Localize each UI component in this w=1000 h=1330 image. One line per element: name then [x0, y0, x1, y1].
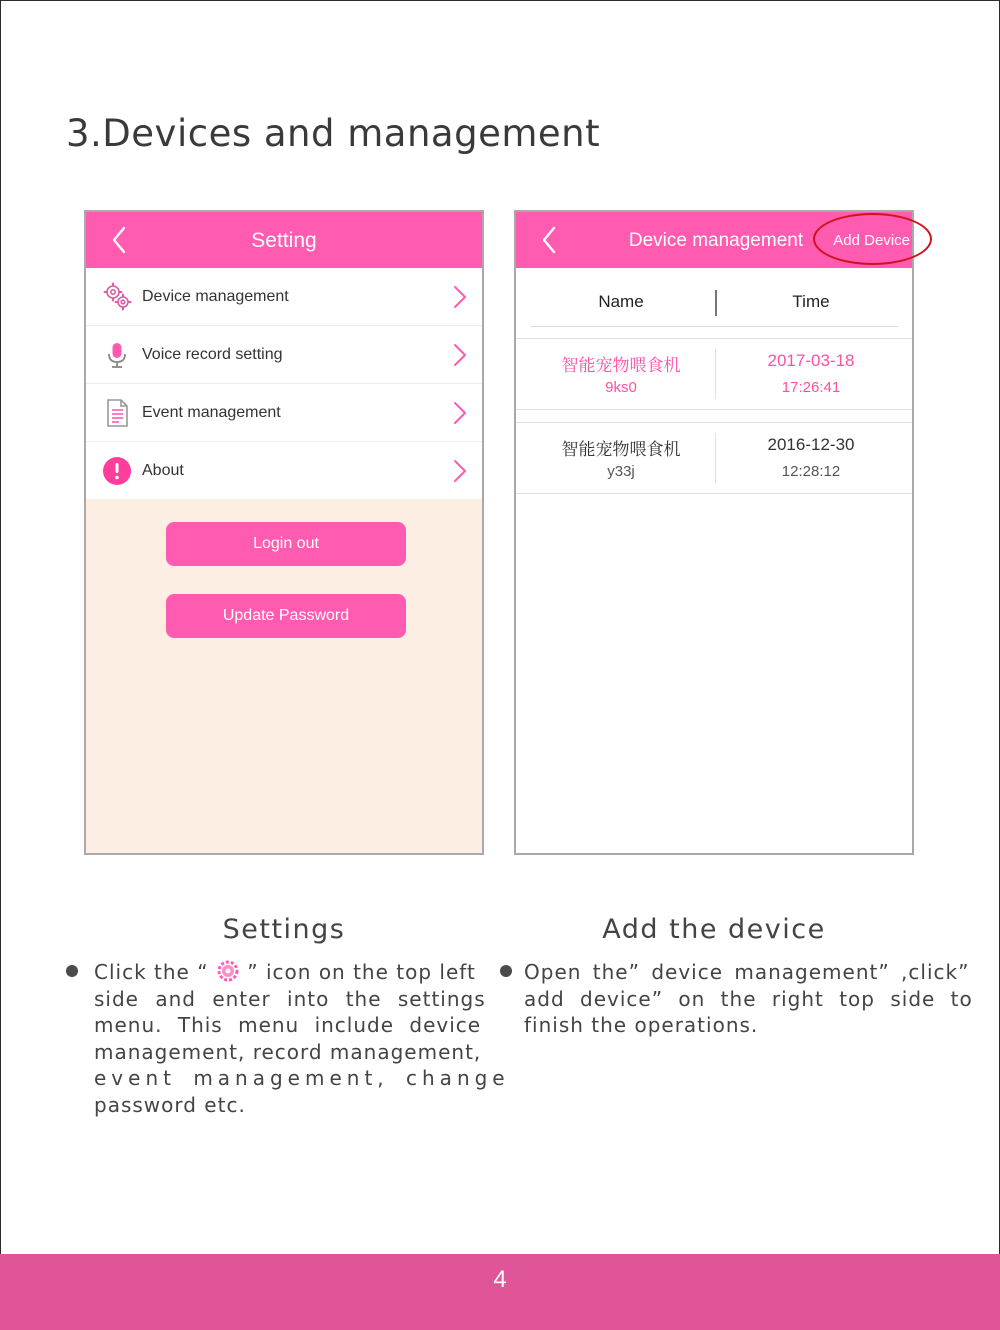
menu-label: Voice record setting	[142, 345, 283, 363]
settings-menu	[86, 268, 482, 499]
caption-line: management, record management,	[94, 1039, 482, 1064]
device-time: 17:26:41	[781, 379, 841, 396]
device-row[interactable]	[516, 338, 912, 410]
menu-item-device-management[interactable]	[86, 268, 482, 326]
menu-label: Event management	[142, 403, 281, 421]
document-icon	[102, 398, 132, 428]
menu-item-about[interactable]	[86, 442, 482, 499]
microphone-icon	[102, 340, 132, 370]
add-device-button[interactable]: Add Device	[833, 232, 910, 249]
caption-line: Click the “ ” icon on the top left	[94, 960, 476, 984]
page-footer	[0, 1254, 1000, 1330]
add-device-caption-title: Add the device	[602, 914, 826, 945]
caption-line: menu. This menu include device	[94, 1013, 482, 1038]
header-divider	[530, 326, 898, 327]
column-header-time: Time	[792, 292, 830, 311]
device-app-bar	[516, 212, 912, 268]
add-device-caption-text	[524, 959, 973, 1039]
page-number: 4	[493, 1266, 507, 1293]
caption-line: finish the operations.	[524, 1013, 759, 1038]
device-management-screen	[514, 210, 914, 855]
gears-icon	[102, 282, 132, 312]
device-row[interactable]	[516, 422, 912, 494]
device-date: 2017-03-18	[767, 351, 855, 370]
chevron-right-icon	[452, 285, 468, 309]
info-icon	[102, 456, 132, 486]
caption-line: side and enter into the settings	[94, 986, 486, 1011]
settings-caption-text	[94, 959, 510, 1119]
device-table-header	[516, 268, 912, 338]
chevron-right-icon	[452, 459, 468, 483]
device-id: 9ks0	[605, 379, 637, 396]
page-title: 3.Devices and management	[66, 112, 601, 155]
caption-line: event management, change	[94, 1066, 510, 1091]
menu-label: Device management	[142, 287, 289, 305]
chevron-left-icon	[541, 226, 557, 254]
device-management-title: Device management	[628, 230, 804, 251]
settings-title: Setting	[251, 229, 317, 252]
settings-app-bar	[86, 212, 482, 268]
settings-caption-title: Settings	[222, 914, 346, 945]
settings-screen	[84, 210, 484, 855]
gear-icon	[216, 959, 240, 983]
device-name: 智能宠物喂食机	[561, 440, 681, 459]
chevron-right-icon	[452, 343, 468, 367]
chevron-right-icon	[452, 401, 468, 425]
back-button[interactable]	[534, 224, 564, 256]
update-password-button[interactable]: Update Password	[166, 594, 406, 638]
caption-line: add device” on the right top side to	[524, 986, 973, 1011]
device-name: 智能宠物喂食机	[561, 356, 681, 375]
caption-line: password etc.	[94, 1092, 246, 1117]
device-time: 12:28:12	[781, 463, 841, 480]
menu-label: About	[142, 461, 184, 479]
column-header-name: Name	[598, 292, 644, 311]
menu-item-voice-record[interactable]	[86, 326, 482, 384]
bullet	[500, 965, 512, 977]
device-date: 2016-12-30	[767, 435, 855, 454]
menu-item-event-management[interactable]	[86, 384, 482, 442]
device-id: y33j	[607, 463, 635, 480]
bullet	[66, 965, 78, 977]
login-out-button[interactable]: Login out	[166, 522, 406, 566]
caption-line: Open the” device management” ,click”	[524, 960, 970, 984]
